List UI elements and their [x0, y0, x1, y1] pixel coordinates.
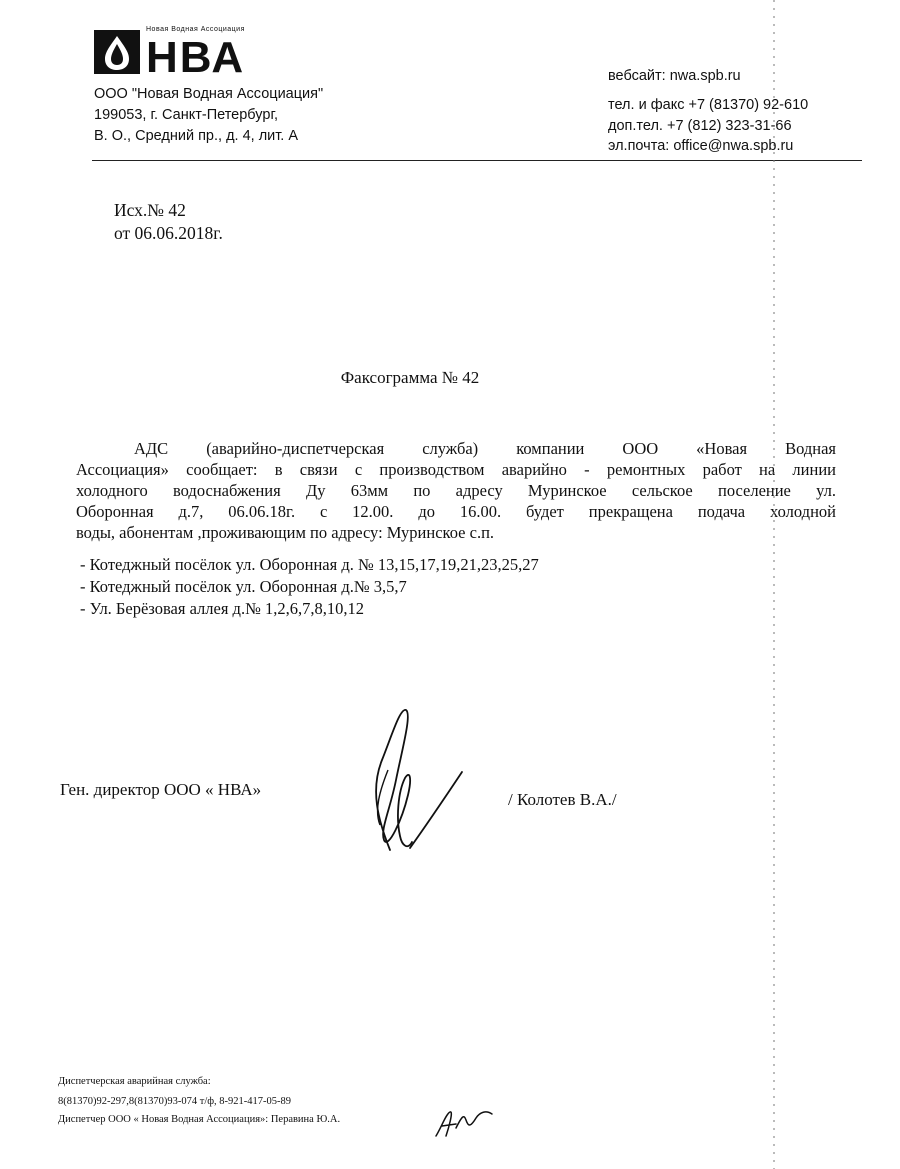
- paragraph-line: холодного водоснабжения Ду 63мм по адресу Муринское сельское поселение ул.: [76, 481, 836, 500]
- footer-phones: 8(81370)92-297,8(81370)93-074 т/ф, 8-921-417-05-89: [58, 1096, 292, 1107]
- extra-phone: доп.тел. +7 (812) 323-31-66: [608, 118, 792, 134]
- phone-fax: тел. и факс +7 (81370) 92-610: [608, 97, 809, 113]
- website: вебсайт: nwa.spb.ru: [608, 68, 741, 84]
- email: эл.почта: office@nwa.spb.ru: [608, 138, 794, 154]
- dispatcher-signature: [432, 1106, 496, 1140]
- document-date: от 06.06.2018г.: [114, 223, 223, 243]
- org-address-line-1: 199053, г. Санкт-Петербург,: [94, 107, 278, 123]
- fax-scan-artifact: [768, 0, 780, 1169]
- org-name: ООО "Новая Водная Ассоциация": [94, 86, 324, 102]
- paragraph-line: Ассоциация» сообщает: в связи с производством аварийно - ремонтных работ на линии: [76, 460, 836, 479]
- company-logo: [94, 24, 294, 80]
- footer-dispatcher: Диспетчер ООО « Новая Водная Ассоциация»: Перавина Ю.А.: [58, 1114, 341, 1125]
- outgoing-number: Исх.№ 42: [114, 200, 186, 220]
- logo-small-text: Новая Водная Ассоциация: [146, 26, 245, 33]
- signatory-role: Ген. директор ООО « НВА»: [60, 780, 262, 799]
- address-list-item: - Котеджный посёлок ул. Оборонная д.№ 3,5,7: [80, 577, 407, 596]
- paragraph-line: воды, абонентам ,проживающим по адресу: Муринское с.п.: [76, 523, 495, 542]
- paragraph-line: Оборонная д.7, 06.06.18г. с 12.00. до 16.00. будет прекращена подача холодной: [76, 502, 836, 521]
- signatory-name: / Колотев В.А./: [508, 790, 617, 809]
- org-address-line-2: В. О., Средний пр., д. 4, лит. А: [94, 128, 299, 144]
- water-drop-logo-icon: [94, 30, 140, 74]
- paragraph-line: АДС (аварийно-диспетчерская служба) компании ООО «Новая Водная: [134, 439, 836, 458]
- logo-big-text: НВА: [146, 33, 246, 82]
- document-title: Факсограмма № 42: [340, 368, 480, 387]
- handwritten-signature: [350, 700, 480, 860]
- address-list-item: - Ул. Берёзовая аллея д.№ 1,2,6,7,8,10,12: [80, 599, 364, 618]
- header-divider: [92, 160, 862, 161]
- footer-service-label: Диспетчерская аварийная служба:: [58, 1076, 211, 1087]
- address-list-item: - Котеджный посёлок ул. Оборонная д. № 13,15,17,19,21,23,25,27: [80, 555, 539, 574]
- notice-paragraph: [76, 438, 836, 543]
